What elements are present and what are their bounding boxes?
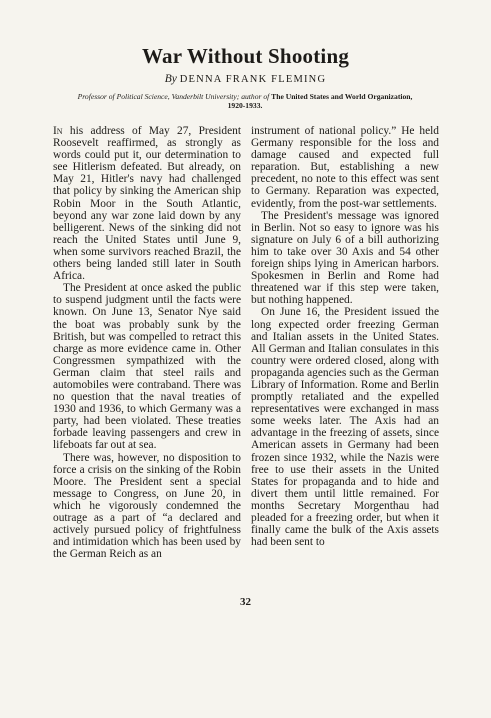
byline-prefix: By [164,73,177,85]
left-column [53,125,241,560]
article-byline [0,73,491,85]
page-number: 32 [240,596,251,608]
article-title: War Without Shooting [141,44,350,68]
drop-lead: In [53,125,63,137]
right-column [251,125,439,548]
paragraph: The President at once asked the public to suspend judgment until the facts were known. On June 13, Senator Nye said the boat was probably sunk by the British, but was compelled to retract this charge as more evidence came in. Other Congressmen sympathized with the German claim that steel rails and automobiles were contraband. There was no question that the naval treaties of 1930 and 1936, to which Germany was a party, had been violated. These treaties forbade leaving passengers and crew in lifeboats far out at sea. [53,282,241,452]
paragraph: instrument of national policy.” He held Germany responsible for the loss and damage caused and expected full reparation. But, establishing a new precedent, no note to this effect was sent to Germany. Reparation was expected, evidently, from the post-war settlements. [251,125,439,210]
author-name: DENNA FRANK FLEMING [179,74,327,85]
paragraph [53,125,241,282]
affiliation-book-title: The United States and World Organization, 1920-1933. [227,92,413,110]
paragraph: There was, however, no disposition to force a crisis on the sinking of the Robin Moore. The President sent a special message to Congress, on June 20, in which he vigorously condemned the outrage as a part of “a declared and actively pursued policy of frightfulness and intimidation which has been used by the German Reich as an [53,451,241,561]
affiliation-text: Professor of Political Science, Vanderbilt University; author of [77,92,270,101]
paragraph: On June 16, the President issued the long expected order freezing German and Italian assets in the United States. All German and Italian consulates in this country were ordered closed, along with propaganda agencies such as the German Library of Information. Rome and Berlin promptly retaliated and the expelled representatives were exchanged in mass some weeks later. The Axis had an advantage in the freezing of assets, since American assets in Germany had been frozen since 1932, while the Nazis were free to use their assets in the United States for propaganda and to hide and divert them until little remained. For months Secretary Morgenthau had pleaded for a freezing order, but when it finally came the bulk of the Axis assets had been sent to [251,306,439,549]
paragraph: The President's message was ignored in Berlin. Not so easy to ignore was his signature on July 6 of a bill authorizing him to take over 30 Axis and 54 other foreign ships lying in American harbors. Spokesmen in Berlin and Rome had threatened war if this step were taken, but nothing happened. [251,209,439,307]
author-affiliation [70,93,420,111]
paragraph-text: his address of May 27, President Roosevelt reaffirmed, as strongly as words could put it, our determination to see Hitlerism defeated. But already, on May 21, Hitler's navy had challenged that policy by sinking the American ship Robin Moor in the South Atlantic, beyond any war zone laid down by any belligerent. News of the sinking did not reach the United States until June 9, when some survivors reached Brazil, the others being landed still later in South Africa. [53,125,241,283]
